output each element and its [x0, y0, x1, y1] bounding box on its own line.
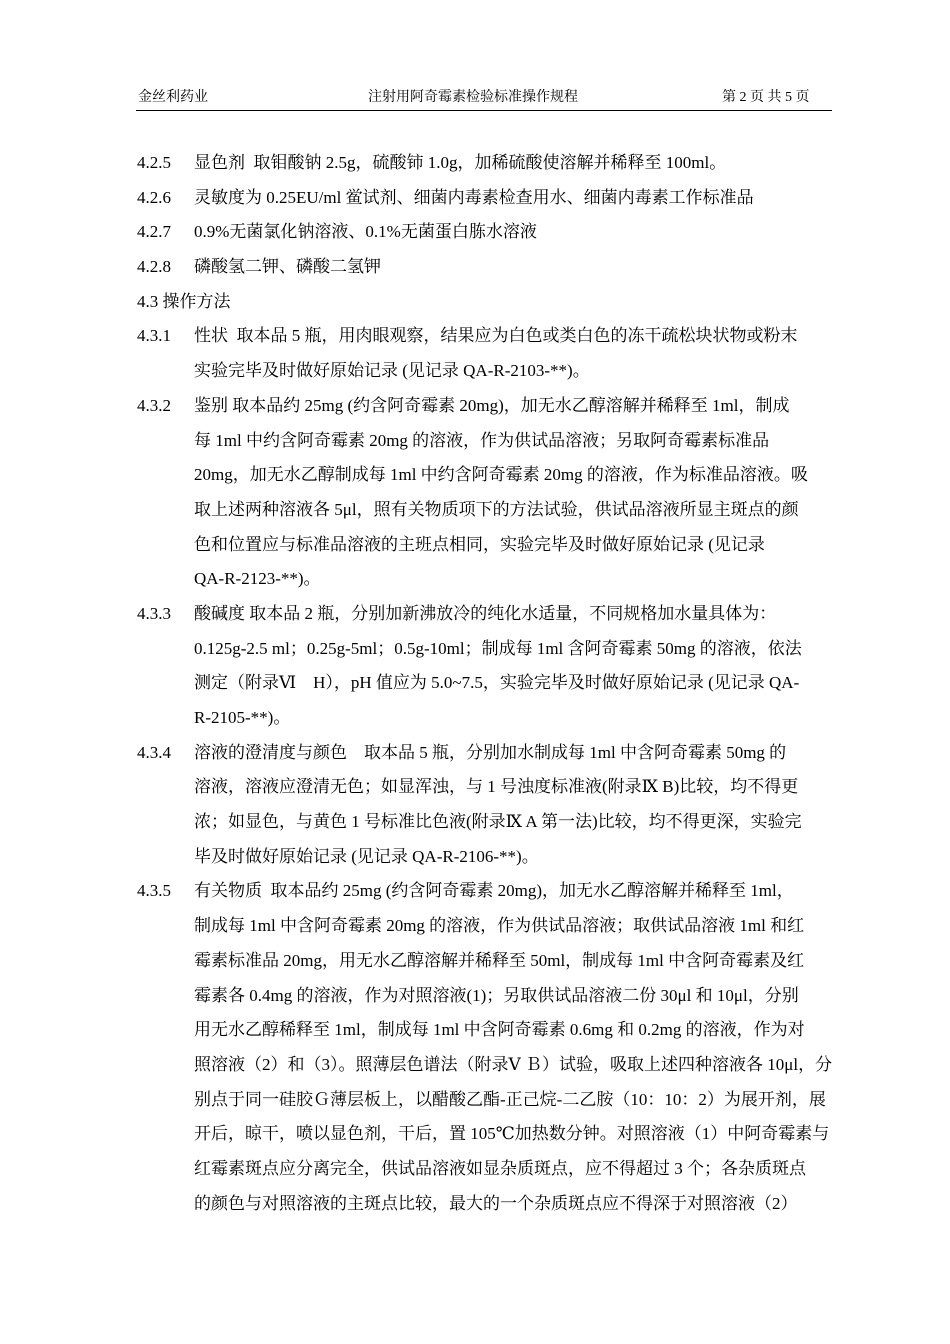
- clause-text: 磷酸氢二钾、磷酸二氢钾: [194, 257, 381, 277]
- clause-number: 4.3.3: [137, 603, 171, 623]
- text-line: [137, 285, 863, 320]
- clause-text: 鉴别 取本品约 25mg (约含阿奇霉素 20mg)，加无水乙醇溶解并稀释至 1ml，制成: [194, 395, 790, 415]
- text-line: [137, 979, 863, 1014]
- text-line: [137, 1083, 863, 1118]
- text-line: [137, 805, 863, 840]
- clause-text: 用无水乙醇稀释至 1ml，制成每 1ml 中含阿奇霉素 0.6mg 和 0.2mg 的溶液，作为对: [194, 1020, 805, 1040]
- text-line: [137, 840, 863, 875]
- clause-text: 的颜色与对照溶液的主斑点比较，最大的一个杂质斑点应不得深于对照溶液（2）: [194, 1193, 798, 1213]
- clause-number: 4.2.6: [137, 187, 171, 207]
- text-line: [137, 1187, 863, 1222]
- clause-text: 取上述两种溶液各 5μl，照有关物质项下的方法试验，供试品溶液所显主斑点的颜: [194, 499, 799, 519]
- text-line: [137, 181, 863, 216]
- text-line: [137, 632, 863, 667]
- clause-text: 毕及时做好原始记录 (见记录 QA-R-2106-**)。: [194, 846, 539, 866]
- clause-text: 霉素标准品 20mg，用无水乙醇溶解并稀释至 50ml，制成每 1ml 中含阿奇霉素及红: [194, 950, 805, 970]
- text-line: [137, 909, 863, 944]
- text-line: [137, 424, 863, 459]
- clause-text: 实验完毕及时做好原始记录 (见记录 QA-R-2103-**)。: [194, 361, 590, 381]
- clause-number: 4.2.5: [137, 153, 171, 172]
- text-line: [137, 215, 863, 250]
- clause-text: 显色剂 取钼酸钠 2.5g，硫酸铈 1.0g，加稀硫酸使溶解并稀释至 100ml。: [194, 153, 727, 172]
- clause-text: 红霉素斑点应分离完全，供试品溶液如显杂质斑点，应不得超过 3 个；各杂质斑点: [194, 1158, 806, 1178]
- text-line: [137, 250, 863, 285]
- clause-text: 别点于同一硅胶Ｇ薄层板上，以醋酸乙酯-正己烷-二乙胺（10：10：2）为展开剂，展: [194, 1089, 826, 1109]
- clause-number: 4.3.5: [137, 881, 171, 901]
- text-line: [137, 528, 863, 563]
- clause-number: 4.2.8: [137, 257, 171, 277]
- clause-text: 有关物质 取本品约 25mg (约含阿奇霉素 20mg)，加无水乙醇溶解并稀释至 1ml，: [194, 881, 794, 901]
- text-line: [137, 666, 863, 701]
- clause-text: 测定（附录Ⅵ H），pH 值应为 5.0~7.5，实验完毕及时做好原始记录 (见记录 QA-: [194, 673, 800, 693]
- clause-text: QA-R-2123-**)。: [194, 569, 321, 589]
- clause-text: 霉素各 0.4mg 的溶液，作为对照溶液(1)；另取供试品溶液二份 30μl 和 10μl，分别: [194, 985, 799, 1005]
- clause-number: 4.3.2: [137, 395, 171, 415]
- text-line: [137, 1117, 863, 1152]
- text-line: [137, 770, 863, 805]
- text-line: [137, 354, 863, 389]
- page-header: [136, 88, 832, 111]
- text-line: [137, 1152, 863, 1187]
- clause-text: 每 1ml 中约含阿奇霉素 20mg 的溶液，作为供试品溶液；另取阿奇霉素标准品: [194, 430, 770, 450]
- clause-text: R-2105-**)。: [194, 708, 291, 727]
- text-line: [137, 319, 863, 354]
- clause-text: 制成每 1ml 中含阿奇霉素 20mg 的溶液，作为供试品溶液；取供试品溶液 1ml 和红: [194, 916, 805, 936]
- document-body: [137, 146, 863, 1221]
- text-line: [137, 458, 863, 493]
- clause-text: 性状 取本品 5 瓶，用肉眼观察，结果应为白色或类白色的冻干疏松块状物或粉末: [194, 326, 798, 346]
- clause-text: 照溶液（2）和（3）。照薄层色谱法（附录Ⅴ Ｂ）试验，吸取上述四种溶液各 10μl，分: [194, 1054, 833, 1074]
- text-line: [137, 701, 863, 736]
- text-line: [137, 597, 863, 632]
- text-line: [137, 1013, 863, 1048]
- text-line: [137, 493, 863, 528]
- text-line: [137, 146, 863, 181]
- clause-text: 色和位置应与标准品溶液的主班点相同，实验完毕及时做好原始记录 (见记录: [194, 534, 765, 554]
- text-line: [137, 562, 863, 597]
- clause-text: 0.9%无菌氯化钠溶液、0.1%无菌蛋白胨水溶液: [194, 222, 537, 242]
- clause-text: 开后，晾干，喷以显色剂，干后，置 105℃加热数分钟。对照溶液（1）中阿奇霉素与: [194, 1124, 830, 1144]
- text-line: [137, 874, 863, 909]
- section-heading: 4.3 操作方法: [137, 291, 231, 311]
- clause-text: 灵敏度为 0.25EU/ml 鲎试剂、细菌内毒素检查用水、细菌内毒素工作标准品: [194, 187, 754, 207]
- clause-text: 溶液，溶液应澄清无色；如显浑浊，与 1 号浊度标准液(附录Ⅸ B)比较，均不得更: [194, 777, 799, 797]
- clause-number: 4.2.7: [137, 222, 171, 242]
- clause-number: 4.3.1: [137, 326, 171, 346]
- clause-text: 浓；如显色，与黄色 1 号标准比色液(附录Ⅸ A 第一法)比较，均不得更深，实验完: [194, 812, 802, 832]
- text-line: [137, 944, 863, 979]
- document-title: 注射用阿奇霉素检验标准操作规程: [368, 90, 578, 105]
- text-line: [137, 736, 863, 771]
- clause-text: 酸碱度 取本品 2 瓶，分别加新沸放冷的纯化水适量，不同规格加水量具体为：: [194, 603, 777, 623]
- clause-number: 4.3.4: [137, 742, 171, 762]
- text-line: [137, 389, 863, 424]
- text-line: [137, 1048, 863, 1083]
- clause-text: 溶液的澄清度与颜色 取本品 5 瓶，分别加水制成每 1ml 中含阿奇霉素 50mg 的: [194, 742, 787, 762]
- company-name: 金丝利药业: [138, 90, 208, 105]
- clause-text: 20mg，加无水乙醇制成每 1ml 中约含阿奇霉素 20mg 的溶液，作为标准品溶液。吸: [194, 465, 808, 485]
- clause-text: 0.125g-2.5 ml；0.25g-5ml；0.5g-10ml；制成每 1ml 含阿奇霉素 50mg 的溶液，依法: [194, 638, 802, 658]
- page-number: 第 2 页 共 5 页: [722, 90, 810, 105]
